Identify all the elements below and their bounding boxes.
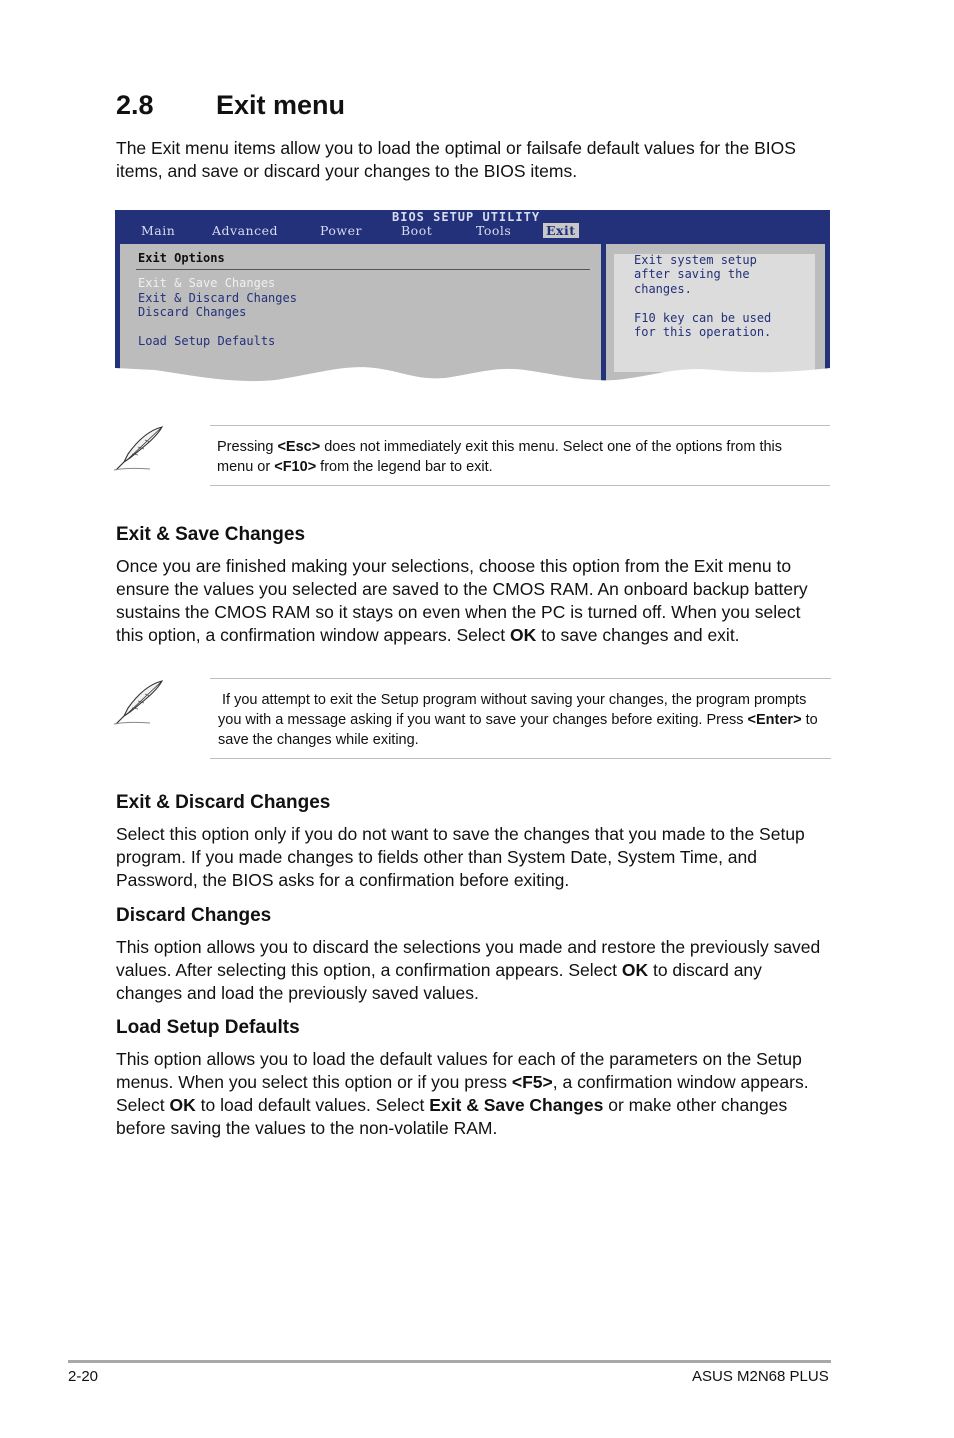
intro-paragraph: The Exit menu items allow you to load the optimal or failsafe default values for the BIOS items, and save or discard your changes to the BIOS items. <box>116 138 796 181</box>
note-divider <box>210 678 831 679</box>
exit-save-paragraph: Once you are finished making your selections, choose this option from the Exit menu to ensure the values you selected are saved to the CMOS RAM. An onboard backup battery sustains the CMOS RAM so it stays on even when the PC is turned off. When you select this option, a confirmation window appears. Select OK to save changes and exit. <box>116 556 808 645</box>
bios-help-line: changes. <box>634 282 692 296</box>
torn-edge <box>115 358 830 390</box>
note-enter-text: If you attempt to exit the Setup program without saving your changes, the program prompts you with a message asking if you want to save your changes before exiting. Press <Enter> to save the changes while exiting. <box>218 692 818 748</box>
section-number: 2.8 <box>116 90 154 120</box>
bios-tab-boot[interactable]: Boot <box>401 223 433 238</box>
bios-tab-exit[interactable]: Exit <box>543 223 579 238</box>
heading-exit-save: Exit & Save Changes <box>116 524 306 545</box>
bios-tab-advanced[interactable]: Advanced <box>212 223 278 238</box>
page-number: 2-20 <box>68 1368 99 1385</box>
bios-item-load-defaults[interactable]: Load Setup Defaults <box>138 334 276 348</box>
bios-item-exit-discard[interactable]: Exit & Discard Changes <box>138 291 297 305</box>
bios-options-header: Exit Options <box>138 251 225 265</box>
heading-discard: Discard Changes <box>116 905 272 926</box>
bios-help-line: F10 key can be used <box>634 311 772 325</box>
load-defaults-paragraph: This option allows you to load the default values for each of the parameters on the Setup menus. When you select this option or if you press <F5>, a confirmation window appears. Select OK to load default values. Select Exit & Save Changes or make other changes before saving the values to the non-volatile RAM. <box>116 1049 809 1138</box>
note-divider <box>210 425 830 426</box>
note-esc-text: Pressing <Esc> does not immediately exit this menu. Select one of the options from this menu or <F10> from the legend bar to exit. <box>217 439 783 475</box>
pen-feather-icon <box>112 424 168 472</box>
bios-help-line: for this operation. <box>634 325 772 339</box>
bios-tab-tools[interactable]: Tools <box>476 223 512 238</box>
pen-feather-icon <box>112 678 168 726</box>
exit-discard-paragraph: Select this option only if you do not want to save the changes that you made to the Setup program. If you made changes to fields other than System Date, System Time, and Password, the BIOS asks for a confirmation before exiting. <box>116 824 805 890</box>
bios-item-discard[interactable]: Discard Changes <box>138 305 247 319</box>
bios-divider <box>136 269 590 270</box>
product-name: ASUS M2N68 PLUS <box>692 1368 829 1385</box>
note-divider <box>210 758 831 759</box>
heading-load-defaults: Load Setup Defaults <box>116 1017 300 1038</box>
bios-item-exit-save[interactable]: Exit & Save Changes <box>138 276 276 290</box>
bios-screenshot <box>115 210 830 390</box>
bios-title: BIOS SETUP UTILITY <box>392 210 541 224</box>
discard-paragraph: This option allows you to discard the selections you made and restore the previously saved values. After selecting this option, a confirmation appears. Select OK to discard any changes and load the previously saved values. <box>116 937 821 1003</box>
bios-tab-main[interactable]: Main <box>141 223 176 238</box>
bios-tab-power[interactable]: Power <box>320 223 363 238</box>
section-title: Exit menu <box>216 90 346 120</box>
heading-exit-discard: Exit & Discard Changes <box>116 792 331 813</box>
bios-help-line: Exit system setup <box>634 253 757 267</box>
footer-rule <box>68 1360 831 1363</box>
note-divider <box>210 485 830 486</box>
bios-help-line: after saving the <box>634 267 750 281</box>
